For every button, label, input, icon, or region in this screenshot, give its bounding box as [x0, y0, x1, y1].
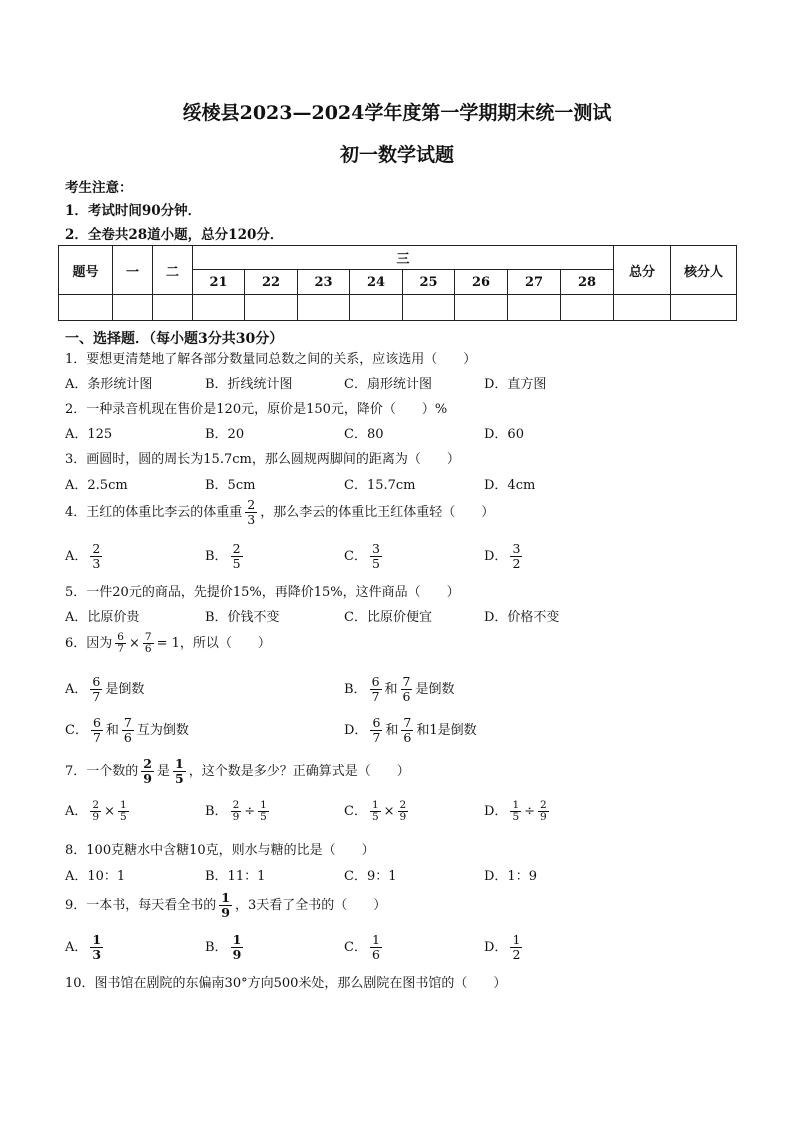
fraction-denominator: 6 — [403, 730, 412, 745]
option-a[interactable] — [65, 800, 132, 823]
question-text-part: 9．一本书，每天看全书的 — [65, 898, 217, 913]
header-part-three: 三 — [193, 246, 614, 270]
equals-one: = 1 — [156, 636, 180, 651]
fraction — [538, 800, 549, 823]
fraction-denominator: 6 — [402, 689, 411, 704]
header-part-two: 二 — [153, 246, 193, 295]
fraction-denominator: 5 — [119, 811, 127, 823]
option-label: A． — [65, 549, 88, 564]
fraction — [115, 632, 126, 655]
fraction — [231, 800, 242, 823]
header-q23: 23 — [298, 270, 350, 295]
question-text-part: 6．因为 — [65, 636, 113, 651]
fraction — [122, 716, 134, 745]
question-text: 2．一种录音机现在售价是120元，原价是150元，降价（ ）% — [65, 402, 448, 417]
header-q21: 21 — [193, 270, 245, 295]
operator: × — [104, 804, 115, 819]
exam-subtitle: 初一数学试题 — [339, 144, 454, 166]
question-text — [65, 498, 494, 527]
header-part-one: 一 — [113, 246, 153, 295]
option-a[interactable]: A．比原价贵 — [65, 610, 140, 625]
option-d[interactable]: D．价格不变 — [484, 610, 560, 625]
option-a[interactable] — [65, 933, 106, 962]
fraction-denominator: 9 — [540, 811, 547, 823]
option-label: C． — [344, 940, 367, 955]
question-text: 8．100克糖水中含糖10克，则水与糖的比是（ ） — [65, 843, 375, 858]
option-b[interactable] — [205, 933, 246, 962]
fraction-numerator: 1 — [512, 932, 521, 947]
fraction-numerator: 1 — [371, 932, 380, 947]
fraction — [370, 716, 382, 745]
option-label: C． — [65, 723, 88, 738]
fraction-numerator: 6 — [117, 631, 124, 643]
fraction-denominator: 5 — [371, 811, 379, 823]
fraction-numerator: 7 — [403, 715, 412, 730]
fraction-denominator: 6 — [123, 730, 132, 745]
score-cell[interactable] — [153, 295, 193, 321]
option-label: D． — [484, 549, 508, 564]
score-cell[interactable] — [403, 295, 455, 321]
option-c[interactable] — [344, 933, 385, 962]
fraction-numerator: 1 — [512, 799, 520, 811]
fraction-numerator: 6 — [371, 674, 380, 689]
fraction-numerator: 2 — [143, 756, 152, 771]
question-text: 3．画圆时，圆的周长为15.7cm，那么圆规两脚间的距离为（ ） — [65, 452, 460, 467]
score-cell[interactable] — [59, 295, 113, 321]
fraction-numerator: 1 — [175, 756, 184, 771]
fraction-numerator: 6 — [92, 715, 101, 730]
option-d[interactable]: D．4cm — [484, 478, 536, 493]
fraction-denominator: 5 — [512, 811, 520, 823]
fraction-numerator: 7 — [402, 674, 411, 689]
fraction — [90, 933, 103, 962]
fraction-denominator: 7 — [371, 689, 380, 704]
score-cell[interactable] — [508, 295, 561, 321]
option-label: D． — [484, 940, 508, 955]
fraction — [370, 800, 381, 823]
score-cell[interactable] — [193, 295, 245, 321]
option-label: A． — [65, 682, 88, 697]
option-tail: 是倒数 — [415, 682, 455, 697]
fraction-denominator: 9 — [143, 771, 152, 786]
fraction — [143, 632, 154, 655]
option-d[interactable] — [484, 542, 525, 571]
option-d[interactable] — [344, 716, 477, 745]
fraction — [398, 800, 409, 823]
option-label: B． — [205, 804, 228, 819]
fraction-numerator: 6 — [372, 715, 381, 730]
option-b[interactable]: B．20 — [205, 427, 245, 442]
fraction-denominator: 2 — [512, 556, 521, 571]
fraction-denominator: 9 — [232, 811, 240, 823]
fraction-numerator: 6 — [92, 674, 101, 689]
header-q27: 27 — [508, 270, 561, 295]
question-text: 5．一件20元的商品，先提价15%，再降价15%，这件商品（ ） — [65, 585, 460, 600]
option-label: A． — [65, 940, 88, 955]
option-label: C． — [344, 549, 367, 564]
fraction-numerator: 1 — [232, 932, 242, 947]
option-c[interactable] — [65, 716, 189, 745]
option-d[interactable]: D．60 — [484, 427, 524, 442]
option-c[interactable] — [344, 542, 385, 571]
fraction-numerator: 2 — [232, 799, 240, 811]
fraction-denominator: 5 — [175, 771, 184, 786]
fraction — [510, 542, 522, 571]
fraction-numerator: 7 — [144, 631, 152, 643]
fraction-numerator: 7 — [123, 715, 132, 730]
fraction — [90, 542, 102, 571]
option-label: B． — [205, 549, 228, 564]
fraction-denominator: 7 — [92, 730, 101, 745]
option-a[interactable] — [65, 675, 144, 704]
option-b[interactable] — [344, 675, 455, 704]
fraction-denominator: 9 — [232, 947, 242, 962]
fraction — [370, 675, 382, 704]
operator: ÷ — [524, 804, 536, 819]
fraction-numerator: 1 — [92, 932, 102, 947]
option-a[interactable]: A．2.5cm — [65, 478, 128, 493]
note-item: 2．全卷共28道小题，总分120分． — [65, 227, 284, 243]
fraction-denominator: 5 — [232, 556, 241, 571]
option-b[interactable] — [205, 542, 246, 571]
header-question-no: 题号 — [59, 246, 113, 295]
fraction-numerator: 3 — [512, 541, 521, 556]
question-text-part: 7．一个数的 — [65, 764, 139, 779]
option-label: D． — [344, 723, 368, 738]
question-text — [65, 632, 271, 655]
score-cell[interactable] — [455, 295, 508, 321]
option-b[interactable]: B．11：1 — [205, 869, 266, 884]
fraction — [91, 716, 103, 745]
option-label: A． — [65, 804, 88, 819]
fraction — [90, 675, 102, 704]
times-sign: × — [128, 636, 140, 651]
fraction-numerator: 2 — [247, 497, 256, 512]
option-a[interactable]: A．条形统计图 — [65, 377, 153, 392]
score-cell[interactable] — [113, 295, 153, 321]
note-item: 1．考试时间90分钟． — [65, 203, 202, 219]
fraction — [370, 933, 382, 962]
fraction-denominator: 3 — [92, 556, 101, 571]
fraction — [510, 800, 521, 823]
option-c[interactable]: C．9：1 — [344, 869, 397, 884]
fraction — [141, 757, 154, 786]
question-text-part: ，那么李云的体重比王红体重轻（ ） — [260, 505, 495, 520]
header-q24: 24 — [350, 270, 403, 295]
fraction — [173, 757, 186, 786]
score-cell[interactable] — [561, 295, 614, 321]
score-cell[interactable] — [245, 295, 298, 321]
fraction — [258, 800, 269, 823]
exam-title: 绥棱县2023—2024学年度第一学期期末统一测试 — [182, 102, 612, 124]
fraction-denominator: 5 — [371, 556, 380, 571]
fraction-numerator: 2 — [92, 799, 100, 811]
option-d[interactable]: D．直方图 — [484, 377, 547, 392]
fraction — [510, 933, 522, 962]
fraction-numerator: 1 — [260, 799, 267, 811]
fraction-denominator: 7 — [117, 643, 124, 655]
fraction — [118, 800, 129, 823]
option-b[interactable]: B．价钱不变 — [205, 610, 280, 625]
option-label: B． — [344, 682, 367, 697]
score-cell[interactable] — [671, 295, 737, 321]
option-label: C． — [344, 804, 367, 819]
fraction-numerator: 2 — [232, 541, 241, 556]
fraction-numerator: 3 — [371, 541, 380, 556]
question-text-part: ，所以（ ） — [179, 636, 271, 651]
header-total: 总分 — [614, 246, 671, 295]
section-heading: 一、选择题．（每小题3分共30分） — [65, 331, 284, 347]
option-conjunction: 和 — [384, 682, 398, 697]
option-c[interactable]: C．15.7cm — [344, 478, 416, 493]
score-table — [58, 245, 737, 321]
fraction-denominator: 9 — [221, 905, 230, 920]
header-q25: 25 — [403, 270, 455, 295]
option-c[interactable]: C．扇形统计图 — [344, 377, 432, 392]
fraction — [401, 716, 413, 745]
fraction — [231, 933, 244, 962]
fraction-denominator: 3 — [92, 947, 102, 962]
fraction-denominator: 9 — [92, 811, 100, 823]
operator: ÷ — [244, 804, 256, 819]
notes-heading: 考生注意： — [65, 180, 133, 196]
option-d[interactable] — [484, 800, 552, 823]
question-text: 10．图书馆在剧院的东偏南30°方向500米处，那么剧院在图书馆的（ ） — [65, 976, 507, 991]
option-a[interactable]: A．125 — [65, 427, 113, 442]
option-c[interactable]: C．80 — [344, 427, 384, 442]
option-b[interactable] — [205, 800, 272, 823]
fraction-denominator: 3 — [247, 512, 256, 527]
fraction — [370, 542, 382, 571]
option-label: D． — [484, 804, 508, 819]
option-d[interactable]: D．1：9 — [484, 869, 537, 884]
header-q26: 26 — [455, 270, 508, 295]
fraction-denominator: 5 — [260, 811, 267, 823]
fraction-numerator: 2 — [92, 541, 101, 556]
operator: × — [383, 804, 395, 819]
fraction — [245, 498, 257, 527]
question-text — [65, 891, 386, 920]
option-a[interactable] — [65, 542, 105, 571]
header-q28: 28 — [561, 270, 614, 295]
option-c[interactable]: C．比原价便宜 — [344, 610, 432, 625]
option-tail: 和1是倒数 — [416, 723, 477, 738]
fraction-numerator: 1 — [221, 890, 230, 905]
option-label: B． — [205, 940, 228, 955]
score-cell[interactable] — [350, 295, 403, 321]
fraction — [401, 675, 413, 704]
option-c[interactable] — [344, 800, 411, 823]
option-conjunction: 和 — [105, 723, 119, 738]
score-cell[interactable] — [614, 295, 671, 321]
fraction-denominator: 9 — [399, 811, 407, 823]
fraction-denominator: 6 — [371, 947, 380, 962]
question-text-part: 4．王红的体重比李云的体重重 — [65, 505, 243, 520]
fraction-numerator: 2 — [399, 799, 407, 811]
question-text — [65, 757, 410, 786]
header-checker: 核分人 — [671, 246, 737, 295]
fraction — [219, 891, 232, 920]
score-cell[interactable] — [298, 295, 350, 321]
option-b[interactable]: B．5cm — [205, 478, 256, 493]
option-tail: 互为倒数 — [136, 723, 189, 738]
option-a[interactable]: A．10：1 — [65, 869, 126, 884]
score-row — [59, 295, 737, 321]
fraction-numerator: 1 — [371, 799, 379, 811]
option-tail: 是倒数 — [105, 682, 145, 697]
fraction-denominator: 7 — [372, 730, 381, 745]
fraction-numerator: 2 — [540, 799, 547, 811]
option-conjunction: 和 — [385, 723, 399, 738]
fraction-numerator: 1 — [119, 799, 127, 811]
fraction — [90, 800, 101, 823]
header-q22: 22 — [245, 270, 298, 295]
question-text-part: 是 — [156, 764, 170, 779]
question-text: 1．要想更清楚地了解各部分数量同总数之间的关系，应该选用（ ） — [65, 352, 477, 367]
option-d[interactable] — [484, 933, 525, 962]
fraction — [231, 542, 243, 571]
question-text-part: ，这个数是多少？正确算式是（ ） — [188, 764, 410, 779]
fraction-denominator: 2 — [512, 947, 521, 962]
fraction-denominator: 7 — [92, 689, 101, 704]
fraction-denominator: 6 — [144, 643, 152, 655]
question-text-part: ，3天看了全书的（ ） — [234, 898, 387, 913]
option-b[interactable]: B．折线统计图 — [205, 377, 293, 392]
